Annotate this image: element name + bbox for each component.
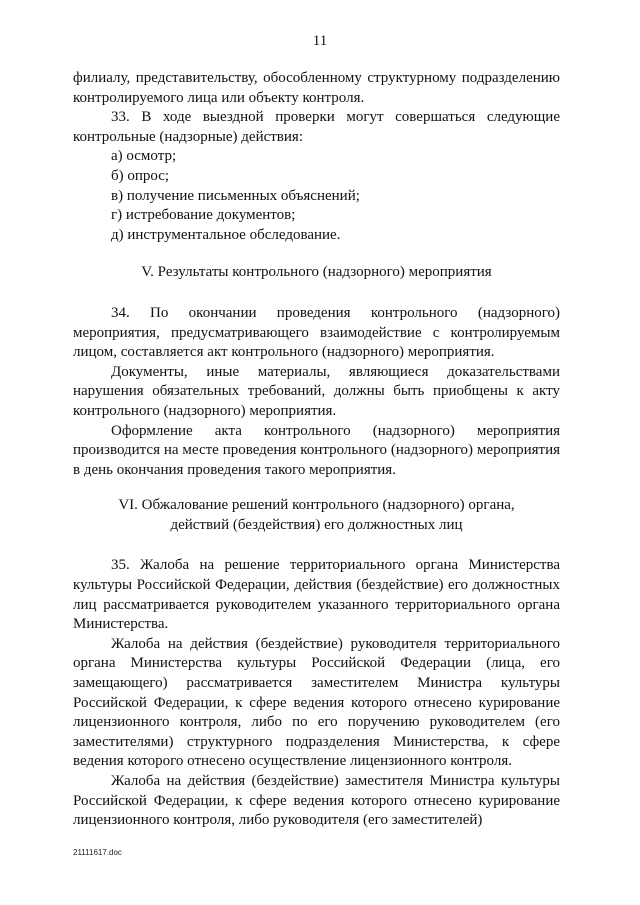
list-item: б) опрос; [111,167,170,184]
list-item: г) истребование документов; [111,207,296,224]
section-heading-6-line-1: VI. Обжалование решений контрольного (надзорного) органа, [118,497,515,514]
paragraph-35-head-complaint: Жалоба на действия (бездействие) руководителя территориального органа Министерства культуры Российской Федерации (лица, его замещающего) рассматривается заместителем Министра культуры Российской Федерации, к сфере ведения которого отнесено курирование лицензионного контроля, либо по его поручению руководителем (его заместителями) структурного подразделения Министерства, к сфере ведения которого отнесено осуществление лицензионного контроля. [73,635,560,770]
footer-file-name: 21111617.doc [73,848,122,857]
page-number: 11 [312,33,328,49]
list-item: а) осмотр; [111,148,177,165]
paragraph-33: 33. В ходе выездной проверки могут совершаться следующие контрольные (надзорные) действия: [73,109,560,145]
paragraph-34: 34. По окончании проведения контрольного (надзорного) мероприятия, предусматривающего взаимодействие с контролируемым лицом, составляется акт контрольного (надзорного) мероприятия. [73,304,560,361]
list-control-actions [73,147,560,245]
paragraph-intro: филиалу, представительству, обособленному структурному подразделению контролируемого лица или объекту контроля. [73,70,560,106]
paragraph-35-deputy-complaint: Жалоба на действия (бездействие) заместителя Министра культуры Российской Федерации, к сфере ведения которого отнесено курирование лицензионного контроля, либо руководителя (его заместителей) [73,773,560,829]
document-body [73,69,560,831]
paragraph-34-form: Оформление акта контрольного (надзорного) мероприятия производится на месте проведения контрольного (надзорного) мероприятия в день окончания проведения такого мероприятия. [73,422,560,478]
section-heading-5: V. Результаты контрольного (надзорного) мероприятия [141,264,492,281]
paragraph-34-documents: Документы, иные материалы, являющиеся доказательствами нарушения обязательных требований, должны быть приобщены к акту контрольного (надзорного) мероприятия. [73,363,560,419]
section-heading-6 [73,496,560,535]
section-heading-6-line-2: действий (бездействия) его должностных лиц [170,516,463,533]
list-item: в) получение письменных объяснений; [111,187,360,204]
paragraph-35: 35. Жалоба на решение территориального органа Министерства культуры Российской Федерации, действия (бездействие) его должностных лиц рассматривается руководителем указанного территориального органа Министерства. [73,557,560,633]
list-item: д) инструментальное обследование. [111,226,341,243]
